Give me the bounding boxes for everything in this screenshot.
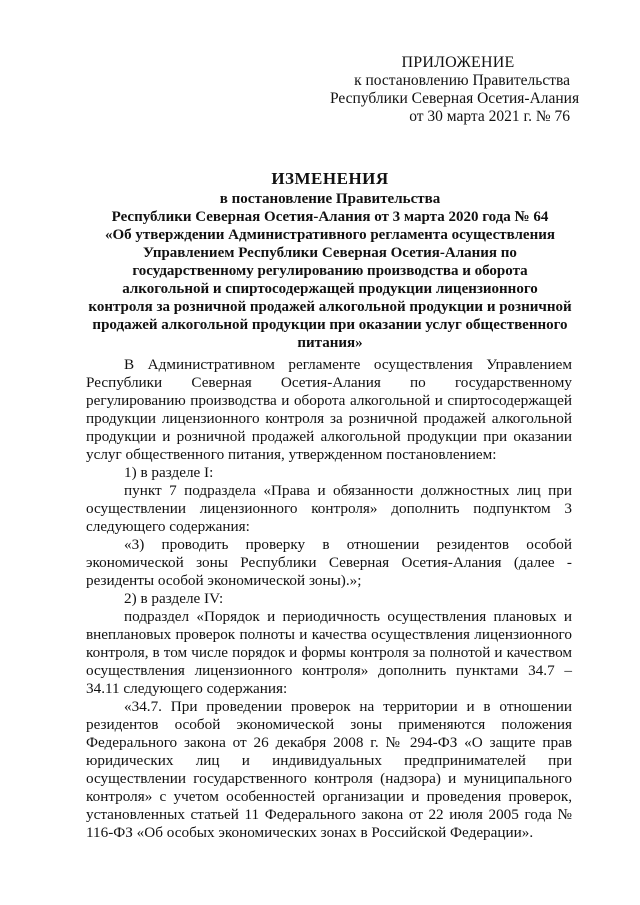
heading-line: государственному регулированию производства и оборота: [132, 263, 528, 279]
appendix-date-line: от 30 марта 2021 г. № 76: [409, 108, 570, 125]
heading-line: продажей алкогольной продукции при оказании услуг общественного: [92, 317, 568, 333]
heading-line: контроля за розничной продажей алкогольной продукции и розничной: [88, 299, 572, 315]
heading-line: алкогольной и спиртосодержащей продукции лицензионного: [122, 281, 538, 297]
document-heading: [70, 170, 590, 352]
body-paragraph-section-4: 2) в разделе IV:: [124, 590, 224, 607]
body-paragraph-intro: В Административном регламенте осуществления Управлением Республики Северная Осетия-Алания по государственному регулированию производства и оборота алкогольной и спиртосодержащей продукции лицензионного контроля за розничной продажей алкогольной продукции и розничной продажей алкогольной продукции при оказании услуг общественного питания, утвержденном постановлением:: [86, 356, 572, 463]
body-paragraph-34-7: «34.7. При проведении проверок на территории и в отношении резидентов особой экономической зоны применяются положения Федерального закона от 26 декабря 2008 г. № 294-ФЗ «О защите прав юридических лиц и индивидуальных предпринимателей при осуществлении государственного контроля (надзора) и муниципального контроля» с учетом особенностей организации и проведения проверок, установленных статьей 11 Федерального закона от 22 июля 2005 года № 116-ФЗ «Об особых экономических зонах в Российской Федерации».: [86, 698, 572, 841]
heading-line: в постановление Правительства: [219, 191, 441, 207]
heading-line: Республики Северная Осетия-Алания от 3 марта 2020 года № 64: [111, 209, 549, 225]
body-paragraph-subpoint-3: «3) проводить проверку в отношении резидентов особой экономической зоны Республики Северная Осетия-Алания (далее - резиденты особой экономической зоны).»;: [86, 536, 572, 589]
appendix-resolution-line: к постановлению Правительства: [354, 72, 570, 89]
appendix-government-line: Республики Северная Осетия-Алания: [330, 90, 580, 107]
heading-title: ИЗМЕНЕНИЯ: [271, 169, 389, 188]
appendix-title: ПРИЛОЖЕНИЕ: [401, 54, 515, 71]
body-paragraph-point-7: пункт 7 подраздела «Права и обязанности должностных лиц при осуществлении лицензионного контроля» дополнить подпунктом 3 следующего содержания:: [86, 482, 572, 535]
heading-line: питания»: [297, 335, 363, 351]
heading-line: «Об утверждении Административного регламента осуществления: [104, 227, 555, 243]
document-body: [86, 356, 572, 842]
body-paragraph-section-1: 1) в разделе I:: [124, 464, 214, 481]
heading-line: Управлением Республики Северная Осетия-Алания по: [143, 245, 517, 261]
appendix-block: [330, 54, 580, 126]
body-paragraph-subsection: подраздел «Порядок и периодичность осуществления плановых и внеплановых проверок полноты и качества осуществления лицензионного контроля, в том числе порядок и формы контроля за полнотой и качеством осуществления лицензионного контроля» дополнить пунктами 34.7 – 34.11 следующего содержания:: [86, 608, 572, 697]
